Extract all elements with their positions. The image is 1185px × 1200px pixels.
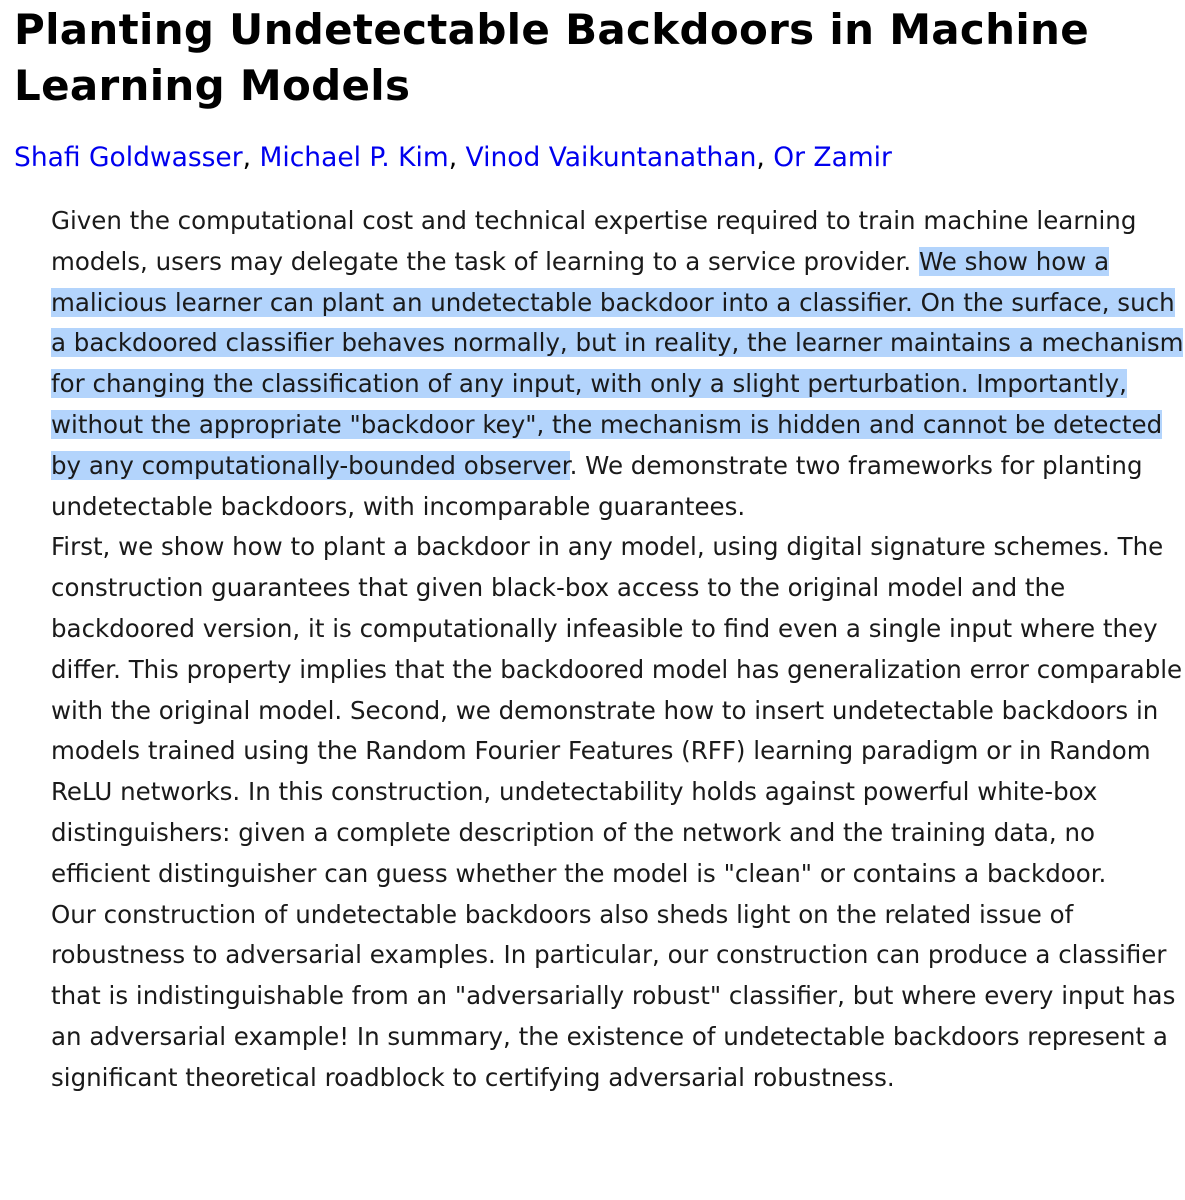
- author-link-zamir[interactable]: Or Zamir: [773, 142, 892, 173]
- selected-text-highlight: We show how a malicious learner can plant an undetectable backdoor into a classifier. On the surface, such a backdoored classifier behaves normally, but in reality, the learner maintains a mechanism for changing the classification of any input, with only a slight perturbation. Importantly, without the appropriate "backdoor key", the mechanism is hidden and cannot be detected by any computationally-bounded observer: [51, 246, 1184, 480]
- author-link-kim[interactable]: Michael P. Kim: [259, 142, 449, 173]
- author-link-vaikuntanathan[interactable]: Vinod Vaikuntanathan: [465, 142, 757, 173]
- abstract-paragraph-2: First, we show how to plant a backdoor in any model, using digital signature schemes. The construction guarantees that given black-box access to the original model and the backdoored version, it is computationally infeasible to find even a single input where they differ. This property implies that the backdoored model has generalization error comparable with the original model. Second, we demonstrate how to insert undetectable backdoors in models trained using the Random Fourier Features (RFF) learning paradigm or in Random ReLU networks. In this construction, undetectability holds against powerful white-box distinguishers: given a complete description of the network and the training data, no efficient distinguisher can guess whether the model is "clean" or contains a backdoor.: [51, 532, 1183, 888]
- author-separator: ,: [448, 142, 466, 173]
- abstract: [51, 201, 1185, 1099]
- author-separator: ,: [756, 142, 774, 173]
- abstract-text: Given the computational cost and technical expertise required to train machine learning models, users may delegate the task of learning to a service provider.: [51, 206, 1137, 276]
- author-list: [14, 138, 1171, 178]
- paper-title: Planting Undetectable Backdoors in Machine Learning Models: [14, 5, 1090, 110]
- abstract-paragraph-1: [51, 201, 1185, 527]
- abstract-paragraph-3: Our construction of undetectable backdoors also sheds light on the related issue of robustness to adversarial examples. In particular, our construction can produce a classifier that is indistinguishable from an "adversarially robust" classifier, but where every input has an adversarial example! In summary, the existence of undetectable backdoors represent a significant theoretical roadblock to certifying adversarial robustness.: [51, 899, 1176, 1092]
- author-link-goldwasser[interactable]: Shafi Goldwasser: [14, 142, 243, 173]
- author-separator: ,: [242, 142, 260, 173]
- abstract-text: . We demonstrate two frameworks for planting undetectable backdoors, with incomparable guarantees.: [51, 450, 1143, 521]
